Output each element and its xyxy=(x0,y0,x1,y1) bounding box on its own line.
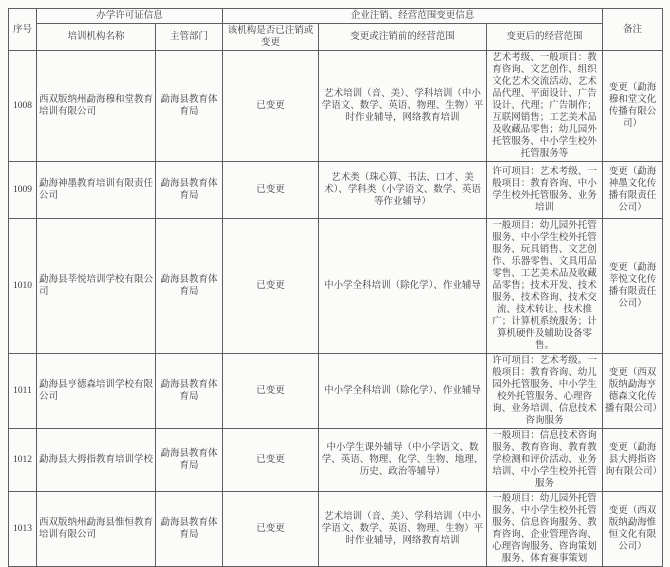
table-row xyxy=(9,219,663,354)
institutions-change-table xyxy=(8,8,663,567)
cell-scope-before: 中小学全科培训（除化学）、作业辅导 xyxy=(319,354,487,429)
table-body xyxy=(9,51,663,567)
table-row xyxy=(9,162,663,219)
cell-institution-name: 西双版纳州勐海穆和堂教育培训有限公司 xyxy=(37,51,156,162)
cell-scope-before: 中小学全科培训（除化学）、作业辅导 xyxy=(319,219,487,354)
cell-institution-name: 勐海县莘悦培训学校有限公司 xyxy=(37,219,156,354)
cell-scope-before: 艺术类（珠心算、书法、口才、美术）、学科类（小学语文、数学、英语等作业辅导） xyxy=(319,162,487,219)
table-header xyxy=(9,9,663,51)
cell-serial: 1010 xyxy=(9,219,37,354)
cell-serial: 1012 xyxy=(9,429,37,492)
header-scope-before: 变更或注销前的经营范围 xyxy=(319,24,487,51)
cell-scope-after: 一般项目：幼儿园外托管服务、中小学生校外托管服务、信息咨询服务、教育咨询、企业管理咨询、心理咨询服务、咨询策划服务、体育赛事策划 xyxy=(487,492,603,567)
cell-scope-after: 一般项目：信息技术咨询服务、教育咨询、教育教学检测和评价活动、业务培训、中小学生校外托管服务 xyxy=(487,429,603,492)
header-group-row xyxy=(9,9,663,24)
cell-institution-name: 勐海县亨德森培训学校有限公司 xyxy=(37,354,156,429)
cell-scope-after: 许可项目：艺术考级、一般项目：教育咨询、中小学生校外托管服务、业务培训 xyxy=(487,162,603,219)
cell-status: 已变更 xyxy=(223,162,319,219)
cell-department: 勐海县教育体育局 xyxy=(156,219,223,354)
cell-serial: 1013 xyxy=(9,492,37,567)
table-row xyxy=(9,429,663,492)
cell-scope-before: 中小学生课外辅导（中小学语文、数学、英语、物理、化学、生物、地理、历史、政治等辅导） xyxy=(319,429,487,492)
cell-remark: 变更（西双版纳勐海惟恒文化有限公司） xyxy=(603,492,663,567)
cell-scope-after: 许可项目：艺术考级。一般项目：教育咨询、幼儿园外托管服务、中小学生校外托管服务、心理咨询、业务培训、信息技术咨询服务 xyxy=(487,354,603,429)
cell-institution-name: 勐海神墨教育培训有限责任公司 xyxy=(37,162,156,219)
cell-department: 勐海县教育体育局 xyxy=(156,354,223,429)
cell-status: 已变更 xyxy=(223,219,319,354)
cell-status: 已变更 xyxy=(223,354,319,429)
header-scope-after: 变更后的经营范围 xyxy=(487,24,603,51)
cell-remark: 变更（勐海神墨文化传播有限责任公司） xyxy=(603,162,663,219)
header-serial: 序号 xyxy=(9,9,37,51)
table-row xyxy=(9,354,663,429)
header-columns-row xyxy=(9,24,663,51)
cell-status: 已变更 xyxy=(223,492,319,567)
header-status: 该机构是否已注销或变更 xyxy=(223,24,319,51)
header-remark: 备注 xyxy=(603,9,663,51)
cell-scope-before: 艺术培训（音、美）、学科培训（中小学语文、数学、英语、物理、生物）平时作业辅导，网络教育培训 xyxy=(319,51,487,162)
cell-serial: 1011 xyxy=(9,354,37,429)
table-row xyxy=(9,51,663,162)
header-department: 主管部门 xyxy=(156,24,223,51)
header-institution-name: 培训机构名称 xyxy=(37,24,156,51)
cell-department: 勐海县教育体育局 xyxy=(156,492,223,567)
header-group-license: 办学许可证信息 xyxy=(37,9,223,24)
cell-scope-after: 艺术考级、一般项目：教育咨询、文艺创作、组织文化艺术交流活动、艺术品代理、平面设计、广告设计、代理；广告制作；互联网销售；工艺美术品及收藏品零售；幼儿园外托管服务、中小学生校外托管服务等 xyxy=(487,51,603,162)
cell-institution-name: 勐海县大拇指教育培训学校 xyxy=(37,429,156,492)
cell-status: 已变更 xyxy=(223,51,319,162)
cell-serial: 1008 xyxy=(9,51,37,162)
cell-institution-name: 西双版纳州勐海县惟恒教育培训有限公司 xyxy=(37,492,156,567)
cell-serial: 1009 xyxy=(9,162,37,219)
cell-remark: 变更（勐海莘悦文化传播有限责任公司） xyxy=(603,219,663,354)
header-group-change: 企业注销、经营范围变更信息 xyxy=(223,9,603,24)
cell-remark: 变更（西双版纳勐海亨德森文化传播有限公司） xyxy=(603,354,663,429)
cell-scope-before: 艺术培训（音、美）、学科培训（中小学语文、数学、英语、物理、生物）平时作业辅导，网络教育培训 xyxy=(319,492,487,567)
cell-remark: 变更（勐海县大拇指咨询有限公司） xyxy=(603,429,663,492)
cell-remark: 变更（勐海穆和堂文化传播有限公司） xyxy=(603,51,663,162)
cell-scope-after: 一般项目：幼儿园外托管服务、中小学生校外托管服务、玩具销售、文艺创作、乐器零售、文具用品零售、工艺美术品及收藏品零售；技术开发、技术服务、技术咨询、技术交流、技术转让、技术推广；计算机系统服务；计算机硬件及辅助设备零售。 xyxy=(487,219,603,354)
cell-department: 勐海县教育体育局 xyxy=(156,162,223,219)
cell-status: 已变更 xyxy=(223,429,319,492)
cell-department: 勐海县教育体育局 xyxy=(156,51,223,162)
table-row xyxy=(9,492,663,567)
cell-department: 勐海县教育体育局 xyxy=(156,429,223,492)
